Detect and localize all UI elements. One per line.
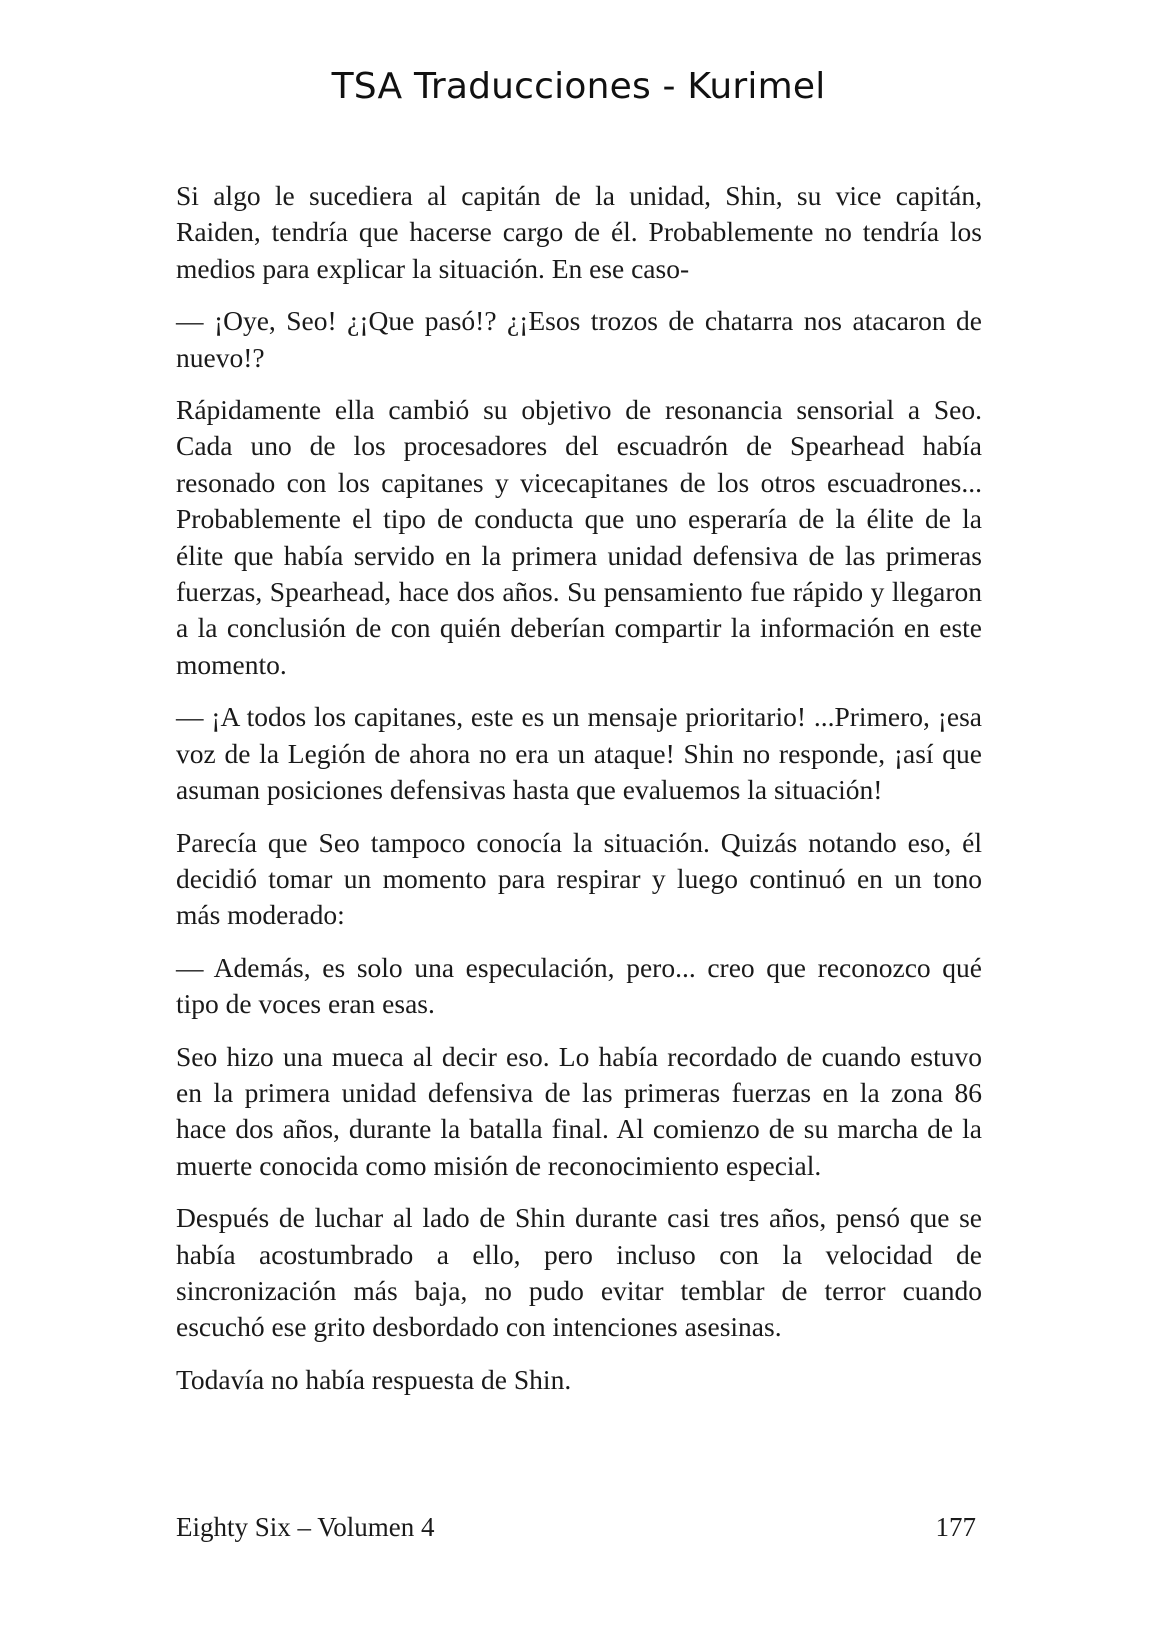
paragraph: Seo hizo una mueca al decir eso. Lo había recordado de cuando estuvo en la primera unidad defensiva de las primeras fuerzas en la zona 86 hace dos años, durante la batalla final. Al comienzo de su marcha de la muerte conocida como misión de reconocimiento especial.	[176, 1040, 982, 1181]
paragraph: — ¡A todos los capitanes, este es un mensaje prioritario! ...Primero, ¡esa voz de la Legión de ahora no era un ataque! Shin no responde, ¡así que asuman posiciones defensivas hasta que evaluemos la situación!	[176, 701, 982, 806]
paragraph: Todavía no había respuesta de Shin.	[176, 1363, 572, 1395]
body-text	[176, 178, 982, 1414]
paragraph: Parecía que Seo tampoco conocía la situación. Quizás notando eso, él decidió tomar un momento para respirar y luego continuó en un tono más moderado:	[176, 826, 982, 931]
page-footer	[176, 1512, 976, 1543]
paragraph: — ¡Oye, Seo! ¿¡Que pasó!? ¿¡Esos trozos de chatarra nos atacaron de nuevo!?	[176, 305, 982, 373]
footer-book-title: Eighty Six – Volumen 4	[176, 1512, 435, 1542]
page-header-title: TSA Traducciones - Kurimel	[331, 66, 826, 107]
paragraph: Después de luchar al lado de Shin durante casi tres años, pensó que se había acostumbrado a ello, pero incluso con la velocidad de sincronización más baja, no pudo evitar temblar de terror cuando escuchó ese grito desbordado con intenciones asesinas.	[176, 1202, 982, 1343]
paragraph: Rápidamente ella cambió su objetivo de resonancia sensorial a Seo. Cada uno de los procesadores del escuadrón de Spearhead había resonado con los capitanes y vicecapitanes de los otros escuadrones... Probablemente el tipo de conducta que uno esperaría de la élite de la élite que había servido en la primera unidad defensiva de las primeras fuerzas, Spearhead, hace dos años. Su pensamiento fue rápido y llegaron a la conclusión de con quién deberían compartir la información en este momento.	[176, 394, 982, 680]
paragraph: Si algo le sucediera al capitán de la unidad, Shin, su vice capitán, Raiden, tendría que hacerse cargo de él. Probablemente no tendría los medios para explicar la situación. En ese caso-	[176, 180, 982, 284]
paragraph: — Además, es solo una especulación, pero... creo que reconozco qué tipo de voces eran esas.	[176, 951, 982, 1020]
footer-page-number: 177	[935, 1512, 976, 1542]
